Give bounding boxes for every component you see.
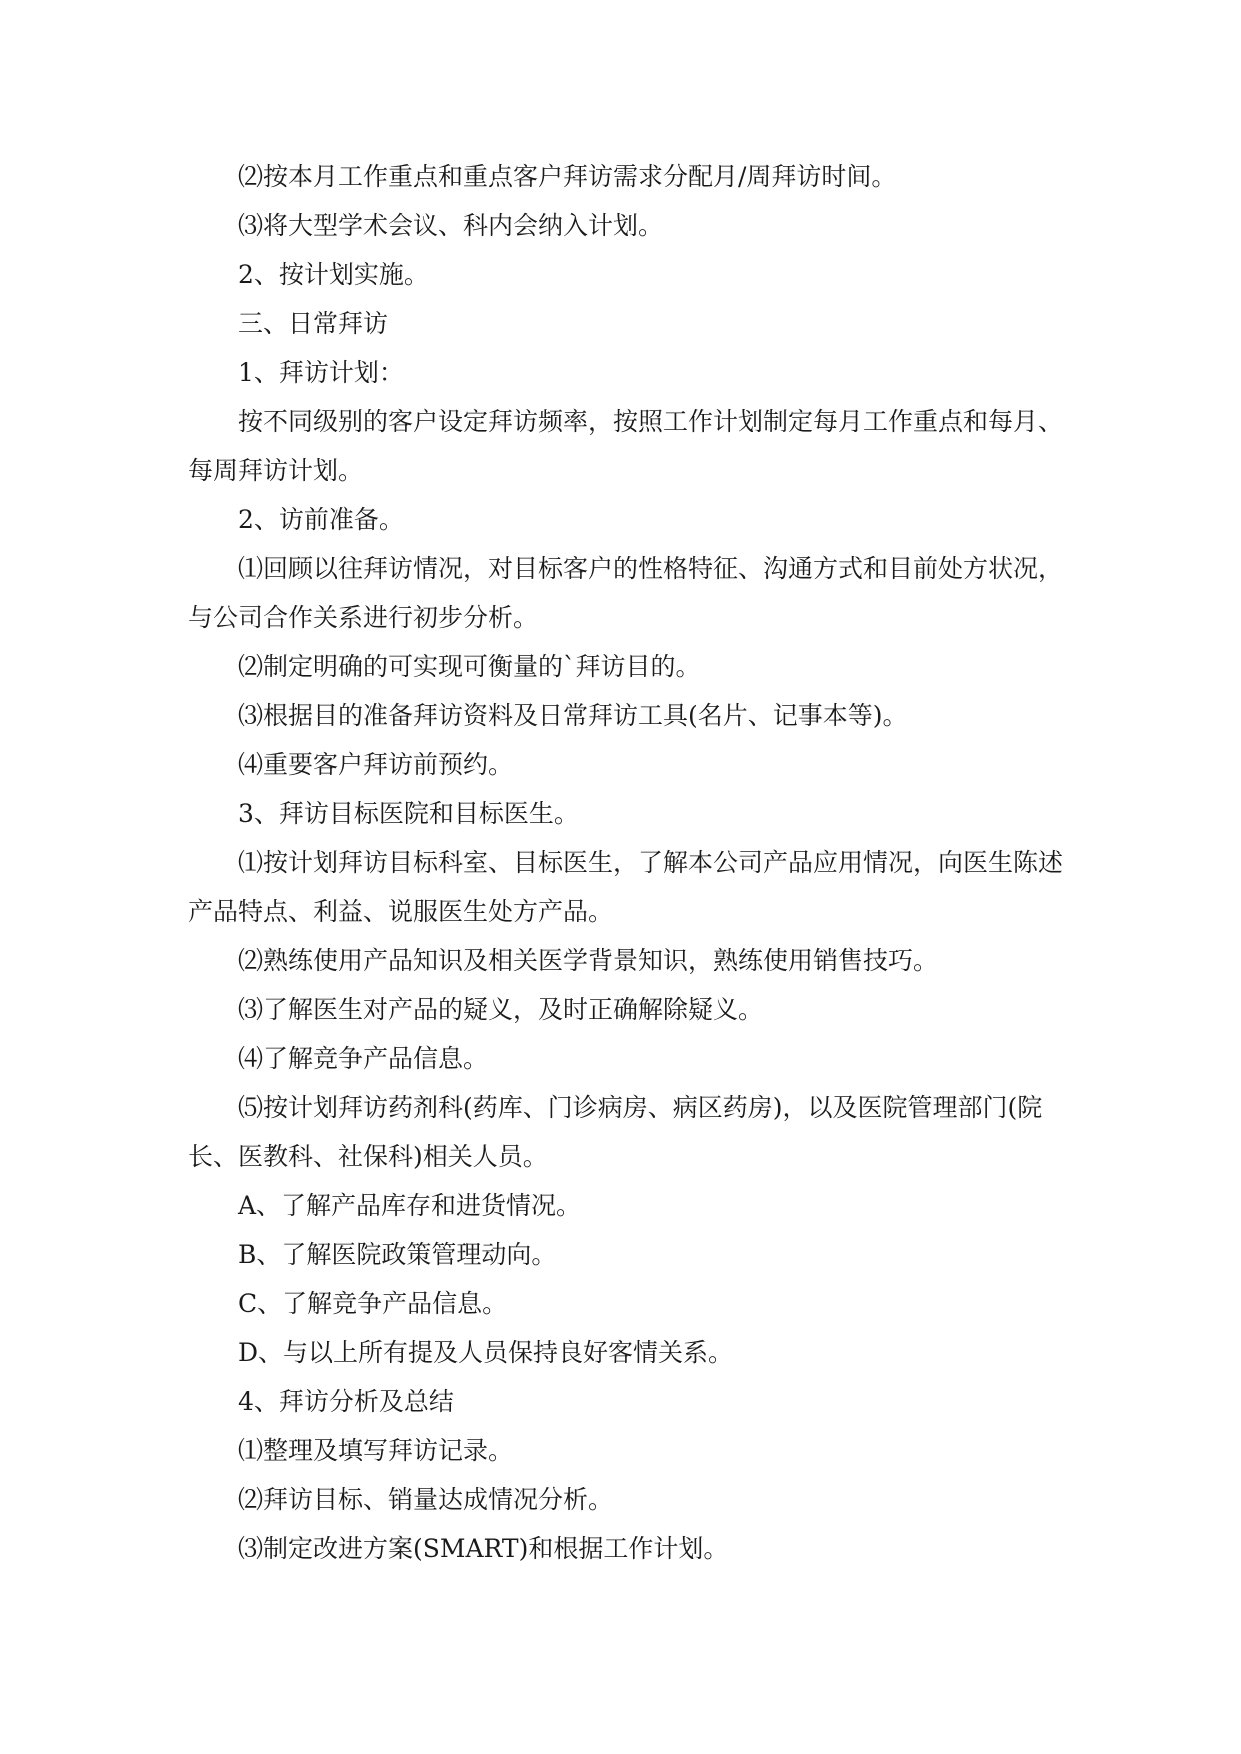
paragraph: 按不同级别的客户设定拜访频率，按照工作计划制定每月工作重点和每月、每周拜访计划。 [188, 407, 1064, 485]
paragraph: ⑵熟练使用产品知识及相关医学背景知识，熟练使用销售技巧。 [238, 946, 939, 975]
paragraph: ⑶根据目的准备拜访资料及日常拜访工具(名片、记事本等)。 [238, 701, 908, 730]
paragraph: ⑶制定改进方案(SMART)和根据工作计划。 [238, 1534, 729, 1563]
paragraph: B、了解医院政策管理动向。 [238, 1240, 557, 1269]
paragraph: ⑷重要客户拜访前预约。 [238, 750, 514, 779]
paragraph: ⑴按计划拜访目标科室、目标医生，了解本公司产品应用情况，向医生陈述产品特点、利益、说服医生处方产品。 [188, 848, 1064, 926]
paragraph: 3、拜访目标医院和目标医生。 [238, 799, 579, 828]
paragraph: ⑴整理及填写拜访记录。 [238, 1436, 514, 1465]
paragraph: ⑴回顾以往拜访情况，对目标客户的性格特征、沟通方式和目前处方状况，与公司合作关系进行初步分析。 [188, 554, 1064, 632]
paragraph: A、了解产品库存和进货情况。 [238, 1191, 582, 1220]
paragraph: ⑸按计划拜访药剂科(药库、门诊病房、病区药房)，以及医院管理部门(院长、医教科、社保科)相关人员。 [188, 1093, 1043, 1171]
section-heading: 三、日常拜访 [238, 309, 389, 338]
paragraph: D、与以上所有提及人员保持良好客情关系。 [238, 1338, 734, 1367]
paragraph: ⑵按本月工作重点和重点客户拜访需求分配月/周拜访时间。 [238, 162, 897, 191]
paragraph: 2、访前准备。 [238, 505, 404, 534]
paragraph: 1、拜访计划： [238, 358, 404, 387]
document-body [188, 152, 1068, 1573]
paragraph: ⑵拜访目标、销量达成情况分析。 [238, 1485, 614, 1514]
paragraph: C、了解竞争产品信息。 [238, 1289, 508, 1318]
paragraph: ⑵制定明确的可实现可衡量的`拜访目的。 [238, 652, 701, 681]
paragraph: ⑷了解竞争产品信息。 [238, 1044, 489, 1073]
paragraph: 4、拜访分析及总结 [238, 1387, 454, 1416]
paragraph: ⑶了解医生对产品的疑义，及时正确解除疑义。 [238, 995, 764, 1024]
paragraph: 2、按计划实施。 [238, 260, 429, 289]
paragraph: ⑶将大型学术会议、科内会纳入计划。 [238, 211, 664, 240]
